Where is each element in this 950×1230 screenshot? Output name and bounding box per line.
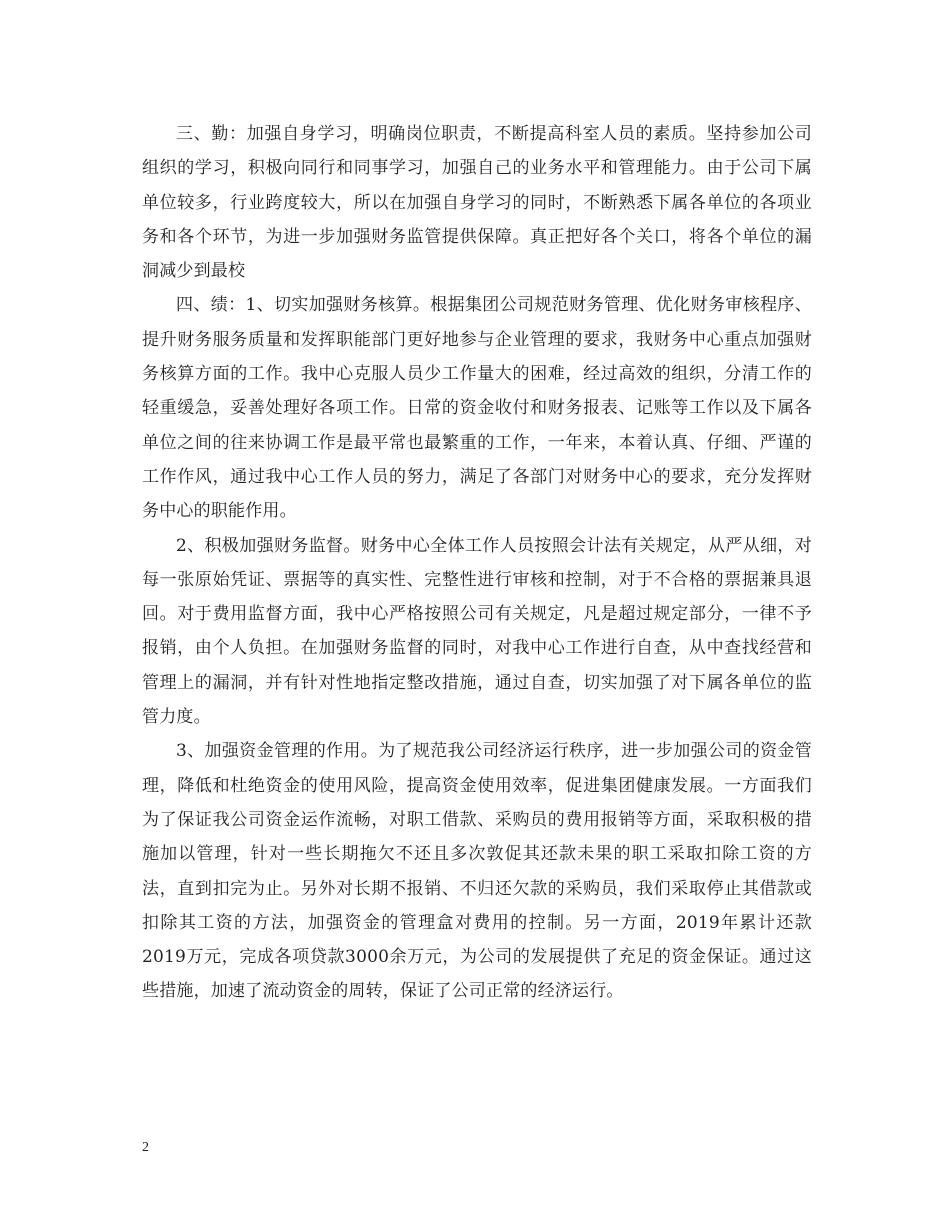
page-number: 2 <box>142 1140 149 1155</box>
paragraph-ji-financial-accounting: 四、绩：1、切实加强财务核算。根据集团公司规范财务管理、优化财务审核程序、提升财务服务质量和发挥职能部门更好地参与企业管理的要求，我财务中心重点加强财务核算方面的工作。我中心克服人员少工作量大的困难，经过高效的组织，分清工作的轻重缓急，妥善处理好各项工作。日常的资金收付和财务报表、记账等工作以及下属各单位之间的往来协调工作是最平常也最繁重的工作，一年来，本着认真、仔细、严谨的工作作风，通过我中心工作人员的努力，满足了各部门对财务中心的要求，充分发挥财务中心的职能作用。 <box>142 295 812 522</box>
paragraph-fund-management: 3、加强资金管理的作用。为了规范我公司经济运行秩序，进一步加强公司的资金管理，降低和杜绝资金的使用风险，提高资金使用效率，促进集团健康发展。一方面我们为了保证我公司资金运作流畅，对职工借款、采购员的费用报销等方面，采取积极的措施加以管理，针对一些长期拖欠不还且多次敦促其还款未果的职工采取扣除工资的方法，直到扣完为止。另外对长期不报销、不归还欠款的采购员，我们采取停止其借款或扣除其工资的方法，加强资金的管理盒对费用的控制。另一方面，2019年累计还款2019万元，完成各项贷款3000余万元，为公司的发展提供了充足的资金保证。通过这些措施，加速了流动资金的周转，保证了公司正常的经济运行。 <box>142 741 812 1002</box>
paragraph-financial-supervision: 2、积极加强财务监督。财务中心全体工作人员按照会计法有关规定，从严从细，对每一张原始凭证、票据等的真实性、完整性进行审核和控制，对于不合格的票据兼具退回。对于费用监督方面，我中心严格按照公司有关规定，凡是超过规定部分，一律不予报销，由个人负担。在加强财务监督的同时，对我中心工作进行自查，从中查找经营和管理上的漏洞，并有针对性地指定整改措施，通过自查，切实加强了对下属各单位的监管力度。 <box>142 535 812 728</box>
document-body <box>142 117 812 1009</box>
paragraph-qin: 三、勤：加强自身学习，明确岗位职责，不断提高科室人员的素质。坚持参加公司组织的学习，积极向同行和同事学习，加强自己的业务水平和管理能力。由于公司下属单位较多，行业跨度较大，所以在加强自身学习的同时，不断熟悉下属各单位的各项业务和各个环节，为进一步加强财务监管提供保障。真正把好各个关口，将各个单位的漏洞减少到最校 <box>142 124 812 282</box>
